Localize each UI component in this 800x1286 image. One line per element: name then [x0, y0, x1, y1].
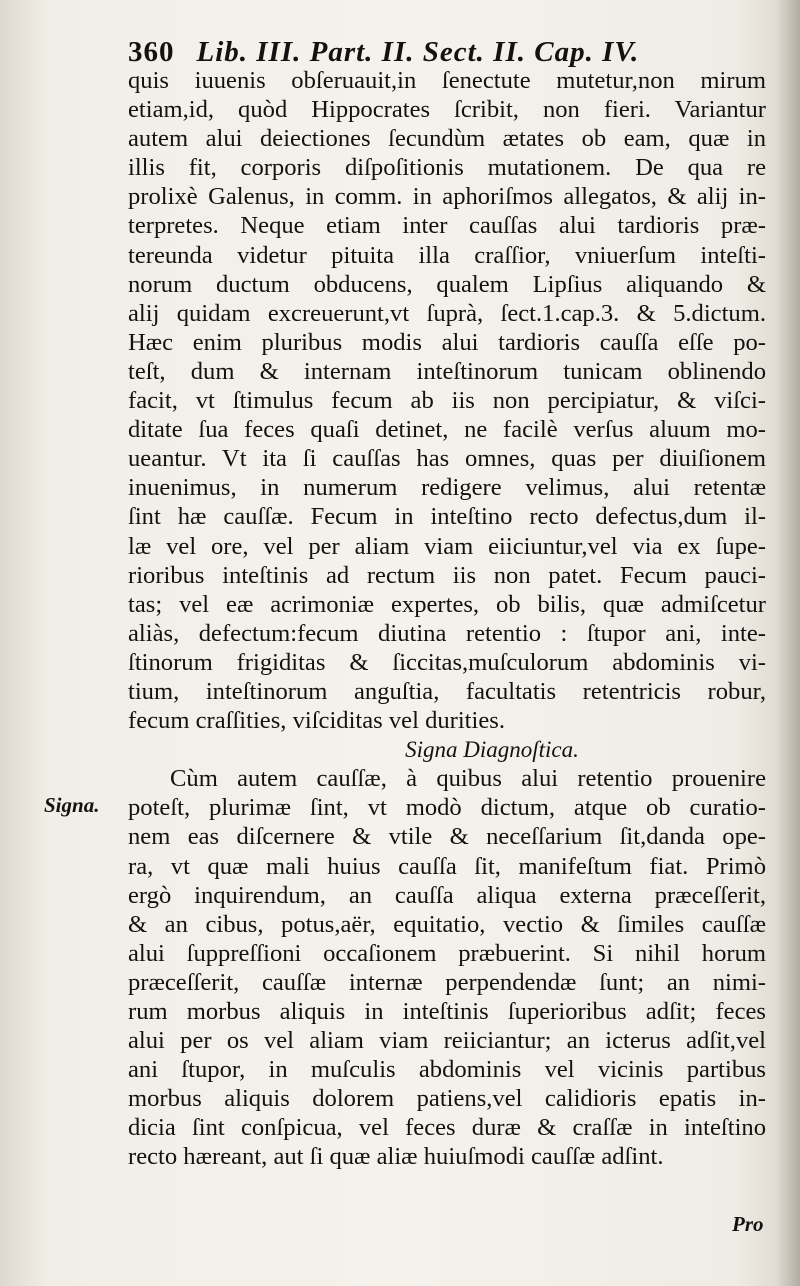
text-line: Hæc enim pluribus modis alui tardioris cauſſa eſſe po-: [128, 328, 766, 356]
text-line: tas; vel eæ acrimoniæ expertes, ob bilis, quæ admiſcetur: [128, 590, 766, 618]
text-line: præceſſerit, cauſſæ internæ perpendendæ ſunt; an nimi-: [128, 968, 766, 996]
text-line: ſtinorum frigiditas & ſiccitas,muſculorum abdominis vi-: [128, 648, 766, 676]
text-line: rioribus inteſtinis ad rectum iis non patet. Fecum pauci-: [128, 561, 766, 589]
text-line: ergò inquirendum, an cauſſa aliqua externa præceſſerit,: [128, 881, 766, 909]
text-line: autem alui deiectiones ſecundùm ætates ob eam, quæ in: [128, 125, 766, 153]
text-body: [128, 66, 766, 1172]
margin-note: Signa.: [44, 793, 100, 817]
text-line: fecum craſſities, viſciditas vel durities.: [128, 707, 505, 735]
text-line: prolixè Galenus, in comm. in aphoriſmos allegatos, & alij in-: [128, 183, 766, 211]
text-line: illis fit, corporis diſpoſitionis mutationem. De qua re: [128, 154, 766, 182]
text-line: ditate ſua feces quaſi detinet, ne facilè verſus aluum mo-: [128, 416, 766, 444]
text-line: tium, inteſtinorum anguſtia, facultatis retentricis robur,: [128, 677, 766, 705]
text-line: alui ſuppreſſioni occaſionem præbuerint. Si nihil horum: [128, 939, 766, 967]
text-line: norum ductum obducens, qualem Lipſius aliquando &: [128, 270, 766, 298]
text-line: tereunda videtur pituita illa craſſior, vniuerſum inteſti-: [128, 241, 766, 269]
text-line: Cùm autem cauſſæ, à quibus alui retentio prouenire: [170, 765, 766, 793]
running-title: Lib. III. Part. II. Sect. II. Cap. IV.: [196, 36, 640, 68]
page-number: 360: [128, 36, 175, 68]
text-line: aliàs, defectum:fecum diutina retentio : ſtupor ani, inte-: [128, 619, 766, 647]
page-edge-shadow: [776, 0, 800, 1286]
text-line: ſint hæ cauſſæ. Fecum in inteſtino recto defectus,dum il-: [128, 503, 766, 531]
text-line: ra, vt quæ mali huius cauſſa ſit, manifeſtum fiat. Primò: [128, 852, 766, 880]
text-line: terpretes. Neque etiam inter cauſſas alui tardioris præ-: [128, 212, 766, 240]
catchword: Pro: [732, 1212, 764, 1236]
text-line: inuenimus, in numerum redigere velimus, alui retentæ: [128, 474, 766, 502]
text-line: alui per os vel aliam viam reiiciantur; an icterus adſit,vel: [128, 1027, 766, 1055]
text-line: & an cibus, potus,aër, equitatio, vectio & ſimiles cauſſæ: [128, 910, 766, 938]
text-line: dicia ſint conſpicua, vel feces duræ & craſſæ in inteſtino: [128, 1114, 766, 1142]
text-line: recto hæreant, aut ſi quæ aliæ huiuſmodi cauſſæ adſint.: [128, 1143, 664, 1171]
text-line: quis iuuenis obſeruauit,in ſenectute mutetur,non mirum: [128, 67, 766, 94]
text-line: facit, vt ſtimulus fecum ab iis non percipiatur, & viſci-: [128, 387, 766, 415]
text-line: etiam,id, quòd Hippocrates ſcribit, non fieri. Variantur: [128, 96, 766, 124]
text-line: alij quidam excreuerunt,vt ſuprà, ſect.1.cap.3. & 5.dictum.: [128, 299, 766, 327]
text-line: ani ſtupor, in muſculis abdominis vel vicinis partibus: [128, 1056, 766, 1084]
text-line: teſt, dum & internam inteſtinorum tunicam oblinendo: [128, 357, 766, 385]
text-line: ueantur. Vt ita ſi cauſſas has omnes, quas per diuiſionem: [128, 445, 766, 473]
text-line: læ vel ore, vel per aliam viam eiiciuntur,vel via ex ſupe-: [128, 532, 766, 560]
text-line: poteſt, plurimæ ſint, vt modò dictum, atque ob curatio-: [128, 794, 766, 822]
text-line: morbus aliquis dolorem patiens,vel calidioris epatis in-: [128, 1085, 766, 1113]
text-line: nem eas diſcernere & vtile & neceſſarium ſit,danda ope-: [128, 823, 766, 851]
section-heading: Signa Diagnoſtica.: [405, 737, 579, 763]
text-line: rum morbus aliquis in inteſtinis ſuperioribus adſit; feces: [128, 998, 766, 1025]
